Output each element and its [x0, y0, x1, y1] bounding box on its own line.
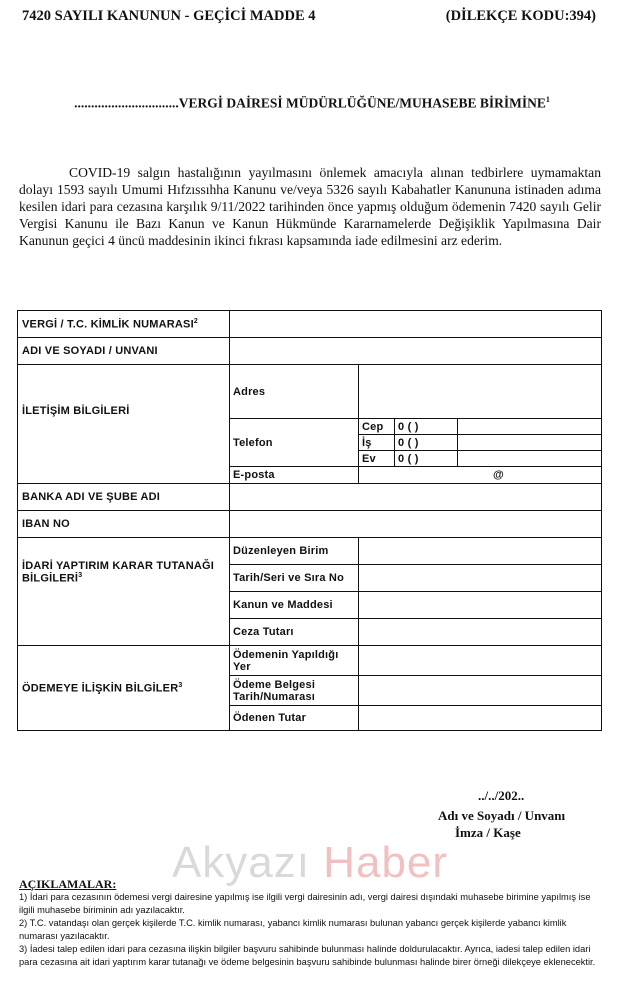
payment-row-label: Ödeme Belgesi Tarih/Numarası — [230, 676, 359, 706]
date-line: ../../202.. — [478, 788, 525, 803]
phone-ev-field[interactable]: 0 ( ) — [395, 451, 458, 467]
addressee-text: ...............................VERGİ DAİRESİ MÜDÜRLÜĞÜNE/MUHASEBE BİRİMİNE — [74, 95, 546, 111]
phone-is-label: İş — [359, 435, 395, 451]
sanction-field-date[interactable] — [359, 565, 602, 592]
payment-field-amount[interactable] — [359, 706, 602, 731]
notes-title: AÇIKLAMALAR: — [19, 877, 117, 891]
footnote-ref: 1 — [545, 95, 550, 104]
petition-body: COVID-19 salgın hastalığının yayılmasını önlemek amacıyla alınan tedbirlere uymamaktan dolayı 1593 sayılı Umumi Hıfzıssıhha Kanunu ve/veya 5326 sayılı Kabahatler Kanununa istinaden adıma kesilen idari para cezasına karşılık 9/11/2022 tarihinden önce yapmış olduğum ödemenin 7420 sayılı Gelir Vergisi Kanunu ile Bazı Kanun ve Kanun Hükmünde Kararnamelerde Değişiklik Yapılmasına Dair Kanunun geçici 4 üncü maddesinin ikinci fıkrası kapsamında iade edilmesini arz ederim. — [19, 165, 601, 248]
bank-label: BANKA ADI VE ŞUBE ADI — [18, 484, 230, 511]
name-label: ADI VE SOYADI / UNVANI — [18, 338, 230, 365]
phone-is-extra — [458, 435, 602, 451]
sanction-row-label: Düzenleyen Birim — [230, 538, 359, 565]
table-row — [18, 338, 602, 365]
bank-field[interactable] — [230, 484, 602, 511]
table-row — [18, 311, 602, 338]
vkn-field[interactable] — [230, 311, 602, 338]
name-field[interactable] — [230, 338, 602, 365]
iban-label: IBAN NO — [18, 511, 230, 538]
email-label: E-posta — [230, 467, 359, 484]
iban-field[interactable] — [230, 511, 602, 538]
signature-stamp-label: İmza / Kaşe — [455, 825, 521, 840]
phone-ev-label: Ev — [359, 451, 395, 467]
sanction-row-label: Tarih/Seri ve Sıra No — [230, 565, 359, 592]
phone-ev-extra — [458, 451, 602, 467]
table-row — [18, 484, 602, 511]
sanction-field-law[interactable] — [359, 592, 602, 619]
sanction-row-label: Ceza Tutarı — [230, 619, 359, 646]
signature-name-label: Adı ve Soyadı / Unvanı — [438, 808, 566, 823]
phone-is-field[interactable]: 0 ( ) — [395, 435, 458, 451]
watermark-part2: Haber — [323, 838, 449, 887]
document-header-left: 7420 SAYILI KANUNUN - GEÇİCİ MADDE 4 — [22, 8, 316, 24]
sanction-field-unit[interactable] — [359, 538, 602, 565]
table-row — [18, 646, 602, 676]
phone-cep-extra — [458, 419, 602, 435]
payment-label: ÖDEMEYE İLİŞKİN BİLGİLER$^3$ — [18, 646, 230, 731]
email-field[interactable] — [359, 467, 602, 484]
address-field[interactable] — [359, 365, 602, 419]
note-item: 3) İadesi talep edilen idari para cezasına ilişkin bilgiler başvuru sahibinde bulunması halinde doldurulacaktır. Ayrıca, iadesi talep edilen idari para cezasına ait idari yaptırım karar tutanağı ve ödeme belgesinin başvuru sahibinde bulunması halinde birer örneği dilekçeye eklenecektir. — [19, 944, 596, 967]
phone-cep-field[interactable]: 0 ( ) — [395, 419, 458, 435]
note-item: 2) T.C. vatandaşı olan gerçek kişilerde T.C. kimlik numarası, yabancı kimlik numarası bulunan yabancı gerçek kişilerde yabancı kimlik numarası yazılacaktır. — [19, 918, 567, 941]
address-label: Adres — [230, 365, 359, 419]
note-item: 1) İdari para cezasının ödemesi vergi dairesine yapılmış ise ilgili vergi dairesinin adı, vergi dairesi dışındaki muhasebe birimine yapılmış ise ilgili muhasebe biriminin adı yazılacaktır. — [19, 892, 591, 915]
payment-row-label: Ödenen Tutar — [230, 706, 359, 731]
sanction-row-label: Kanun ve Maddesi — [230, 592, 359, 619]
watermark-part1: Akyazı — [171, 838, 310, 887]
contact-label: İLETİŞİM BİLGİLERİ — [18, 365, 230, 484]
sanction-field-amount[interactable] — [359, 619, 602, 646]
application-form-table — [17, 310, 602, 731]
email-at-sign: @ — [493, 469, 504, 481]
sanction-label: İDARİ YAPTIRIM KARAR TUTANAĞI BİLGİLERİ$^3$ — [18, 538, 230, 646]
payment-row-label: Ödemenin Yapıldığı Yer — [230, 646, 359, 676]
payment-field-receipt[interactable] — [359, 676, 602, 706]
table-row — [18, 365, 602, 419]
payment-field-place[interactable] — [359, 646, 602, 676]
vkn-label: VERGİ / T.C. KİMLİK NUMARASI$^2$ — [18, 311, 230, 338]
table-row — [18, 538, 602, 565]
phone-cep-label: Cep — [359, 419, 395, 435]
table-row — [18, 511, 602, 538]
notes-list — [19, 891, 603, 970]
phone-label: Telefon — [230, 419, 359, 467]
addressee-line — [32, 95, 592, 112]
petition-code: (DİLEKÇE KODU:394) — [445, 8, 596, 24]
